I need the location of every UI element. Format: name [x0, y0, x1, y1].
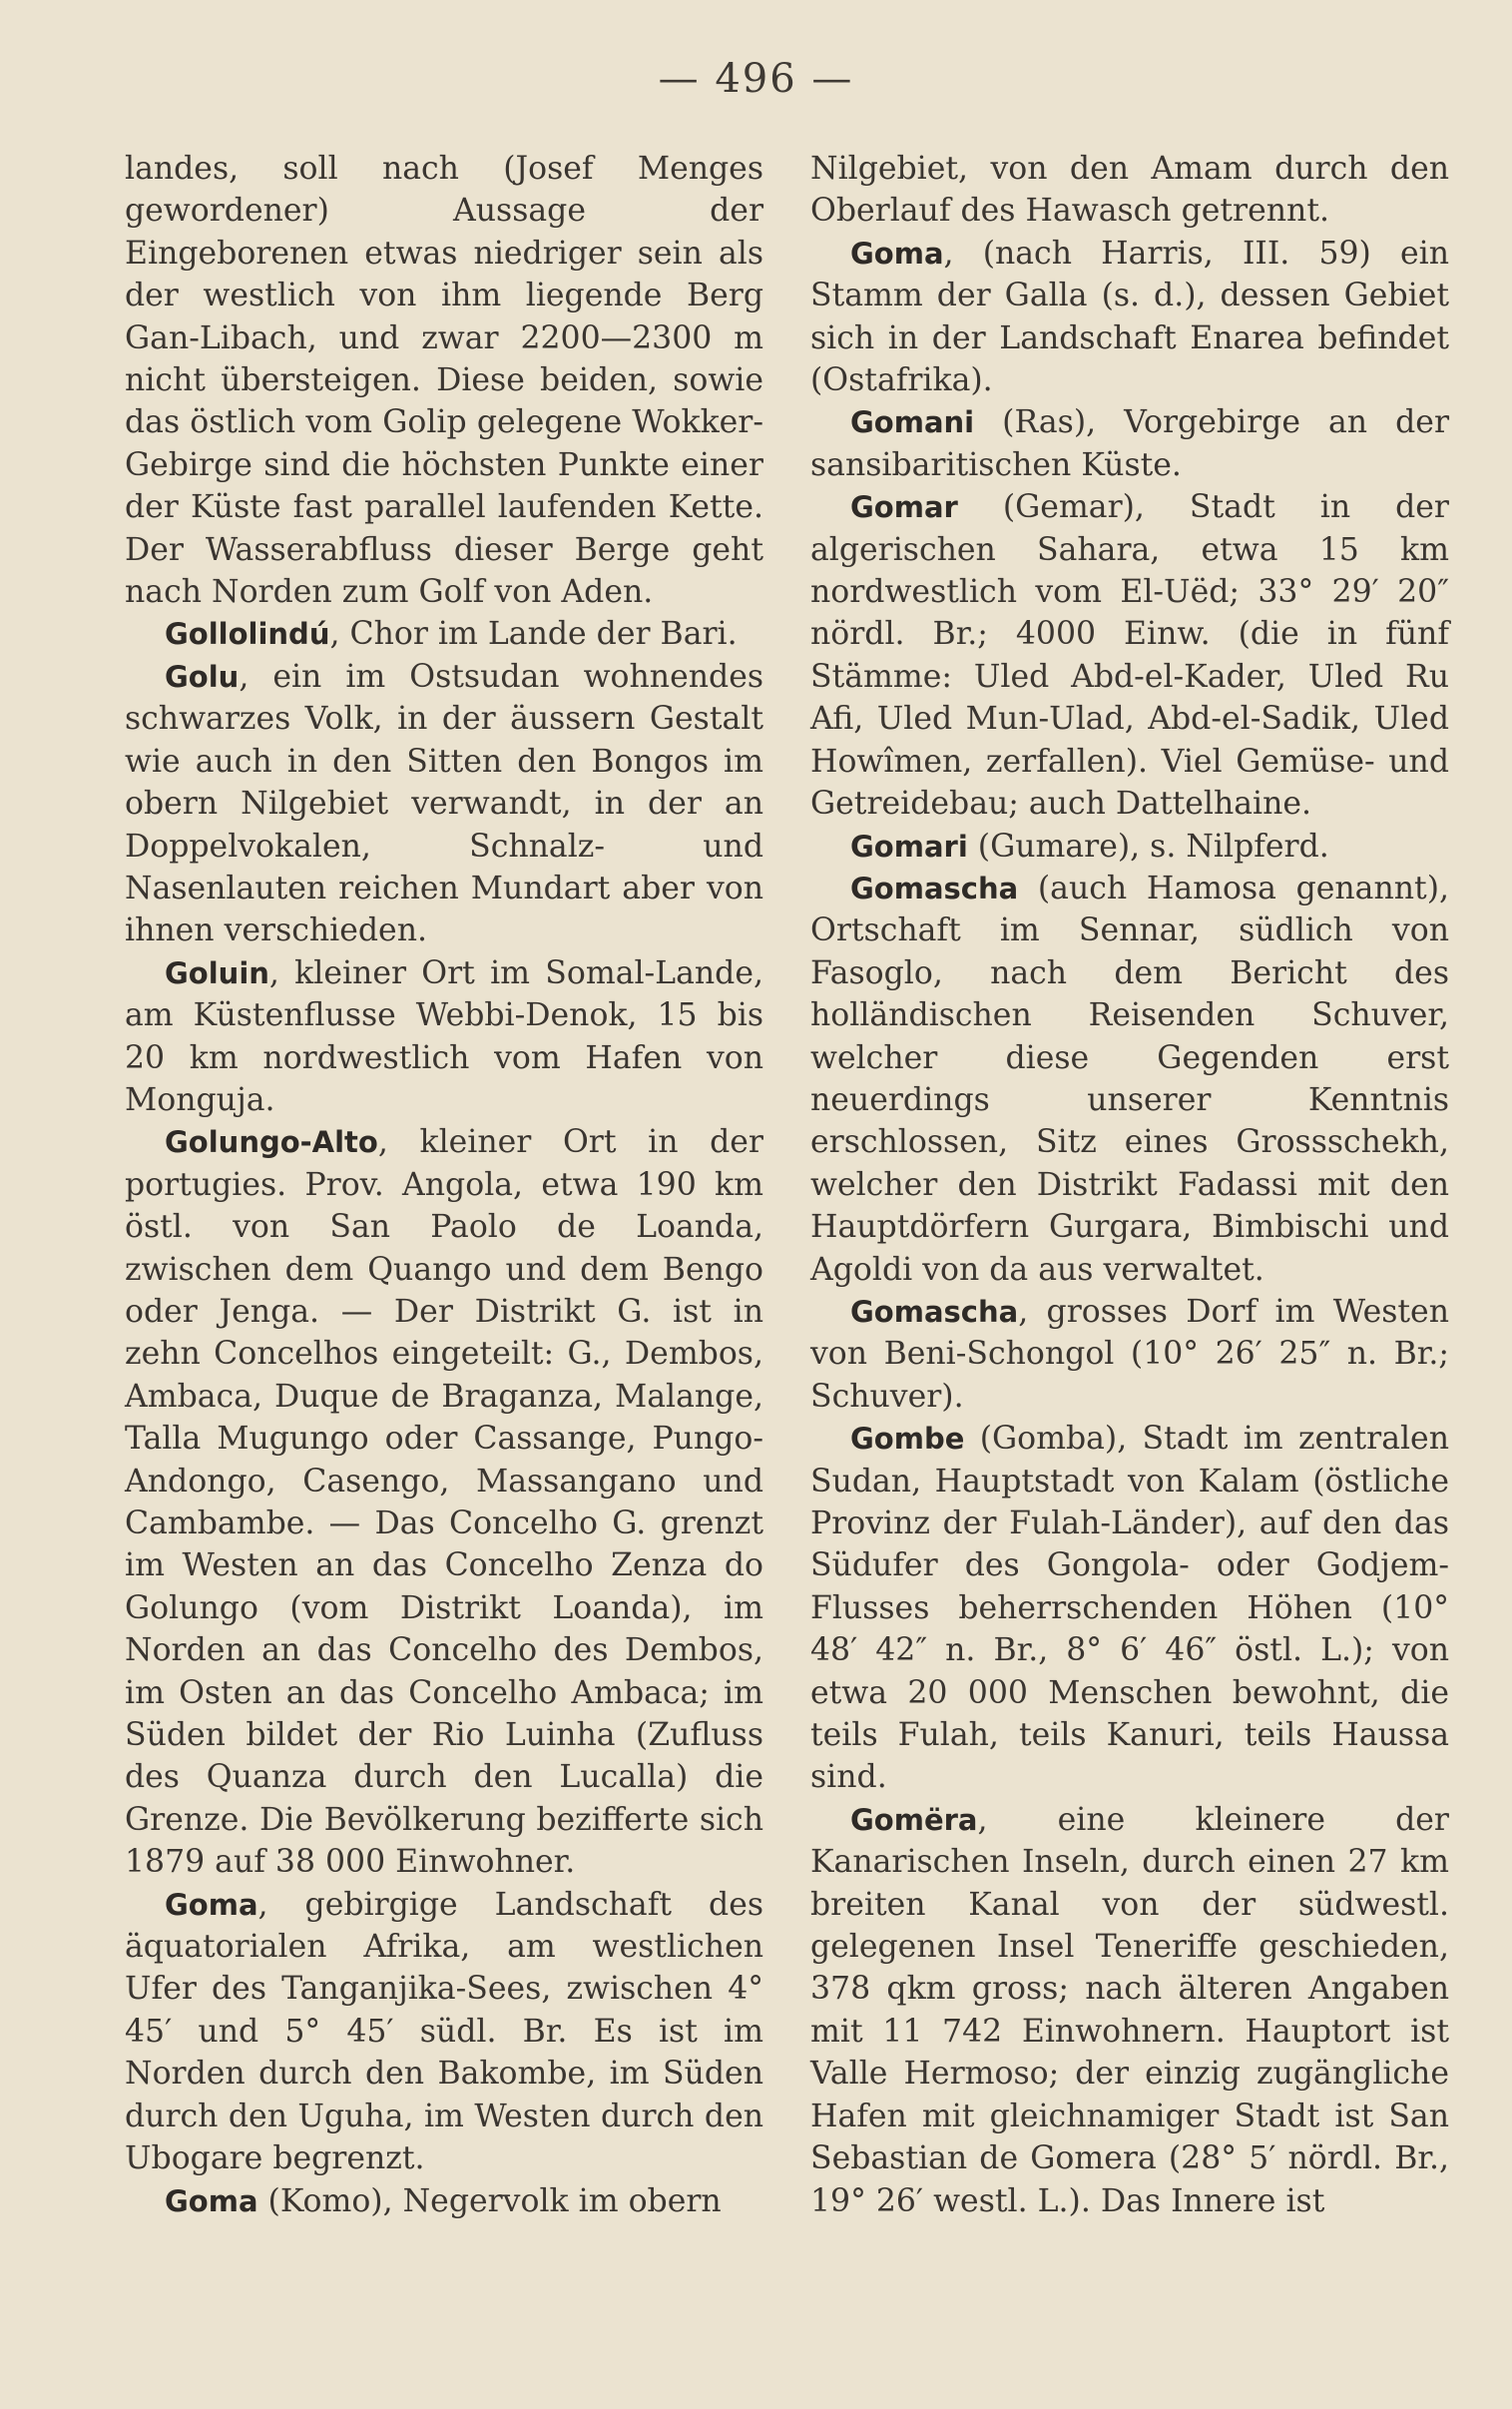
entry-lemma: Gomar	[850, 490, 958, 525]
entry-lemma: Gombe	[850, 1422, 965, 1457]
entry-paragraph	[810, 1291, 1449, 1418]
entry-text: (Ras), Vorgebirge an der sansibaritischen Küste.	[810, 404, 1449, 483]
entry-paragraph	[810, 868, 1449, 1291]
entry-text: (auch Hamosa genannt), Ortschaft im Sennar, südlich von Fasoglo, nach dem Bericht des holländischen Reisenden Schuver, welcher diese Gegenden erst neuerdings unserer Kenntnis erschlossen, Sitz eines Grossschekh, welcher den Distrikt Fadassi mit den Hauptdörfern Gurgara, Bimbischi und Agoldi von da aus verwaltet.	[810, 870, 1449, 1288]
entry-text: landes, soll nach (Josef Menges gewordener) Aussage der Eingeborenen etwas niedriger sein als der westlich von ihm liegende Berg Gan-Libach, und zwar 2200—2300 m nicht übersteigen. Diese beiden, sowie das östlich vom Golip gelegene Wokker-Gebirge sind die höchsten Punkte einer der Küste fast parallel laufenden Kette. Der Wasserabfluss dieser Berge geht nach Norden zum Golf von Aden.	[125, 151, 763, 611]
left-column	[125, 148, 763, 2222]
entry-paragraph	[810, 233, 1449, 402]
entry-lemma: Golu	[165, 659, 240, 694]
entry-text: , Chor im Lande der Bari.	[329, 616, 738, 653]
entry-paragraph	[125, 1884, 763, 2180]
entry-lemma: Golungo-Alto	[165, 1125, 378, 1160]
entry-paragraph	[125, 2180, 763, 2222]
entry-text: , gebirgige Landschaft des äquatorialen Afrika, am westlichen Ufer des Tanganjika-Sees, zwischen 4° 45′ und 5° 45′ südl. Br. Es ist im Norden durch den Bakombe, im Süden durch den Uguha, im Westen durch den Ubogare begrenzt.	[125, 1886, 763, 2177]
right-column	[810, 148, 1449, 2222]
entry-text: (Gemar), Stadt in der algerischen Sahara, etwa 15 km nordwestlich vom El-Uëd; 33° 29′ 20″ nördl. Br.; 4000 Einw. (die in fünf Stämme: Uled Abd-el-Kader, Uled Ru Afi, Uled Mun-Ulad, Abd-el-Sadik, Uled Howîmen, zerfallen). Viel Gemüse- und Getreidebau; auch Dattelhaine.	[810, 489, 1449, 823]
entry-paragraph	[810, 148, 1449, 233]
entry-paragraph	[125, 1121, 763, 1883]
entry-text: (Gumare), s. Nilpferd.	[967, 828, 1329, 865]
entry-lemma: Gomascha	[850, 871, 1019, 905]
entry-lemma: Goma	[165, 1887, 258, 1922]
entry-text: (Gomba), Stadt im zentralen Sudan, Hauptstadt von Kalam (östliche Provinz der Fulah-Länder), auf den das Südufer des Gongola- oder Godjem-Flusses beherrschenden Höhen (10° 48′ 42″ n. Br., 8° 6′ 46″ östl. L.); von etwa 20 000 Menschen bewohnt, die teils Fulah, teils Kanuri, teils Haussa sind.	[810, 1421, 1449, 1796]
entry-paragraph	[125, 613, 763, 655]
entry-lemma: Goluin	[165, 955, 269, 990]
entry-lemma: Gomascha	[850, 1294, 1019, 1329]
entry-lemma: Gomëra	[850, 1802, 978, 1837]
entry-paragraph	[810, 1799, 1449, 2222]
entry-text: , eine kleinere der Kanarischen Inseln, durch einen 27 km breiten Kanal von der südwestl. gelegenen Insel Teneriffe geschieden, 378 qkm gross; nach älteren Angaben mit 11 742 Einwohnern. Hauptort ist Valle Hermoso; der einzig zugängliche Hafen mit gleichnamiger Stadt ist San Sebastian de Gomera (28° 5′ nördl. Br., 19° 26′ westl. L.). Das Innere ist	[810, 1801, 1449, 2219]
entry-paragraph	[125, 148, 763, 613]
entry-text: , kleiner Ort in der portugies. Prov. Angola, etwa 190 km östl. von San Paolo de Loanda, zwischen dem Quango und dem Bengo oder Jenga. — Der Distrikt G. ist in zehn Concelhos eingeteilt: G., Dembos, Ambaca, Duque de Braganza, Malange, Talla Mugungo oder Cassange, Pungo-Andongo, Casengo, Massangano und Cambambe. — Das Concelho G. grenzt im Westen an das Concelho Zenza do Golungo (vom Distrikt Loanda), im Norden an das Concelho des Dembos, im Osten an das Concelho Ambaca; im Süden bildet der Rio Luinha (Zufluss des Quanza durch den Lucalla) die Grenze. Die Bevölkerung bezifferte sich 1879 auf 38 000 Einwohner.	[125, 1124, 763, 1881]
entry-paragraph	[810, 1418, 1449, 1799]
entry-lemma: Goma	[850, 236, 944, 271]
page-number: — 496 —	[658, 56, 854, 102]
entry-paragraph	[810, 826, 1449, 868]
entry-paragraph	[810, 486, 1449, 825]
entry-lemma: Gomani	[850, 405, 975, 440]
entry-text: (Komo), Negervolk im obern	[257, 2182, 722, 2219]
entry-paragraph	[125, 952, 763, 1122]
entry-text: , (nach Harris, III. 59) ein Stamm der Galla (s. d.), dessen Gebiet sich in der Landschaft Enarea befindet (Ostafrika).	[810, 235, 1449, 399]
entry-text: Nilgebiet, von den Amam durch den Oberlauf des Hawasch getrennt.	[810, 151, 1449, 230]
entry-lemma: Goma	[165, 2183, 258, 2218]
entry-paragraph	[125, 656, 763, 952]
entry-lemma: Gollolindú	[165, 617, 330, 652]
entry-text: , ein im Ostsudan wohnendes schwarzes Volk, in der äussern Gestalt wie auch in den Sitten den Bongos im obern Nilgebiet verwandt, in der an Doppelvokalen, Schnalz- und Nasenlauten reichen Mundart aber von ihnen verschieden.	[125, 658, 763, 949]
entry-text: , grosses Dorf im Westen von Beni-Schongol (10° 26′ 25″ n. Br.; Schuver).	[810, 1293, 1449, 1415]
entry-paragraph	[810, 401, 1449, 486]
entry-lemma: Gomari	[850, 829, 968, 864]
entry-text: , kleiner Ort im Somal-Lande, am Küstenflusse Webbi-Denok, 15 bis 20 km nordwestlich vom Hafen von Monguja.	[125, 954, 763, 1118]
